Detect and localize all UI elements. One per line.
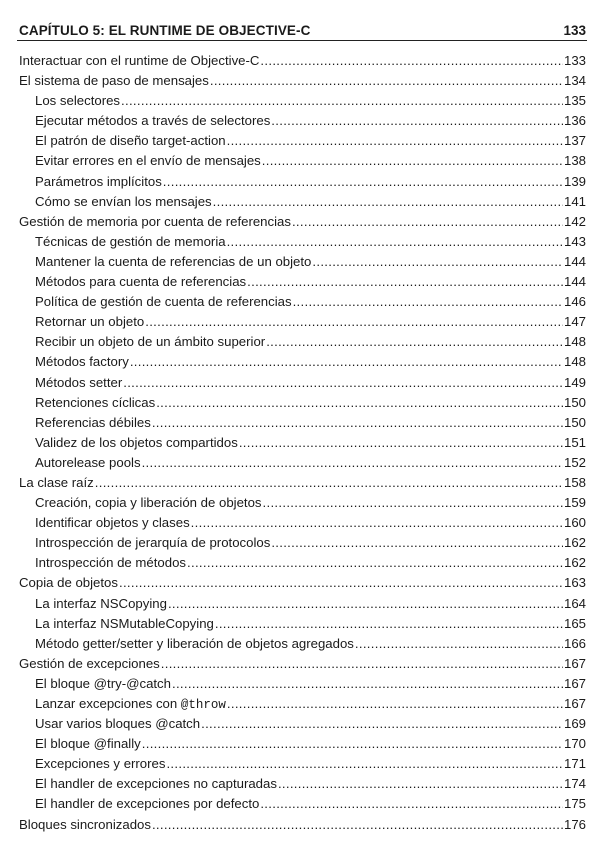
dot-leader [247,274,563,289]
toc-entry-page: 175 [563,796,586,812]
toc-entry-title-text: Bloques sincronizados [19,816,151,832]
toc-entry-title [19,73,209,88]
dot-leader [278,776,563,791]
toc-entry-page: 160 [563,515,586,531]
toc-entry-title-text: El sistema de paso de mensajes [19,73,209,89]
toc-entry-title [35,113,270,128]
dot-leader [271,535,563,550]
toc-entry-title [35,616,214,631]
toc-entry-title [35,435,238,450]
toc-entry [19,535,586,555]
toc-entry-title [19,214,291,229]
toc-entry-page: 171 [563,756,586,772]
dot-leader [266,334,563,349]
toc-entry-title [35,716,200,731]
dot-leader [152,415,563,430]
toc-entry [19,254,586,274]
toc-entry-title-text: Introspección de jerarquía de protocolos [35,535,271,551]
dot-leader [260,53,563,68]
toc-entry-title-text: Política de gestión de cuenta de referencias [35,294,292,310]
toc-entry [19,375,586,395]
toc-entry-title-text: El handler de excepciones no capturadas [35,776,277,792]
toc-entry-title-text: La interfaz NSMutableCopying [35,615,214,631]
toc-entry [19,515,586,535]
toc-entry-title [35,455,141,470]
toc-entry-title [35,776,277,791]
toc-entry-page: 162 [563,555,586,571]
toc-entry [19,133,586,153]
toc-entry [19,234,586,254]
toc-entry-title-text: Gestión de excepciones [19,655,160,671]
dot-leader [166,756,563,771]
toc-entry-title-text: Método getter/setter y liberación de objetos agregados [35,635,354,651]
toc-entry-page: 159 [563,495,586,511]
running-header [19,14,586,38]
toc-entry-title [35,254,311,269]
toc-entry-title [35,133,226,148]
toc-entry-title-text: Técnicas de gestión de memoria [35,233,226,249]
toc-entry-page: 167 [563,675,586,691]
toc-entry-title [35,395,155,410]
toc-entry-page: 148 [563,334,586,350]
toc-entry-page: 170 [563,736,586,752]
toc-entry-title [35,314,144,329]
toc-entry [19,656,586,676]
dot-leader [355,636,563,651]
toc-entry-title-text: Interactuar con el runtime de Objective-C [19,53,260,68]
toc-entry-page: 165 [563,615,586,631]
toc-entry-page: 166 [563,635,586,651]
toc-entry-title [35,194,212,209]
toc-entry-page: 169 [563,716,586,732]
toc-entry [19,334,586,354]
toc-entry-page: 137 [563,133,586,149]
toc-entry-title-text: Los selectores [35,93,121,109]
toc-entry-page: 134 [563,73,586,89]
toc-entry-title-text: Recibir un objeto de un ámbito superior [35,334,266,350]
dot-leader [260,796,563,811]
toc-entry-title [35,636,354,651]
toc-entry-title [19,475,94,490]
toc-entry [19,214,586,234]
toc-entry [19,53,586,73]
toc-entry-title [19,656,160,671]
toc-entry-title [35,736,141,751]
toc-entry-title [35,596,167,611]
toc-entry-page: 138 [563,153,586,169]
toc-entry-page: 147 [563,314,586,330]
toc-entry-title-text: Validez de los objetos compartidos [35,434,238,450]
toc-entry [19,435,586,455]
dot-leader [163,174,563,189]
toc-entry [19,274,586,294]
toc-entry-title [35,274,246,289]
toc-entry-title-text: Parámetros implícitos [35,173,162,189]
dot-leader [191,515,563,530]
toc-entry-title-text: El bloque @try-@catch [35,675,171,691]
toc-entry [19,555,586,575]
toc-entry-title [19,575,118,590]
header-page-number: 133 [563,23,586,38]
toc-entry-page: 144 [563,253,586,269]
toc-entry [19,294,586,314]
dot-leader [187,555,563,570]
toc-entry-title-text: Introspección de métodos [35,555,187,571]
toc-entry [19,817,586,837]
toc-entry-page: 162 [563,535,586,551]
toc-entry [19,415,586,435]
toc-entry-title-text: Cómo se envían los mensajes [35,193,212,209]
dot-leader [293,294,563,309]
toc-entry-title-text: Métodos setter [35,374,123,390]
dot-leader [271,113,563,128]
dot-leader [292,214,563,229]
toc-entry [19,153,586,173]
toc-entry-page: 149 [563,374,586,390]
toc-entry [19,475,586,495]
dot-leader [239,435,563,450]
toc-entry-title [35,334,265,349]
toc-entry [19,756,586,776]
toc-entry-page: 141 [563,193,586,209]
dot-leader [312,254,563,269]
toc-entry [19,194,586,214]
toc-entry-title-text: Usar varios bloques @catch [35,716,201,732]
toc-entry-title-text: Mantener la cuenta de referencias de un objeto [35,253,312,269]
toc-entry-title [35,676,171,691]
toc-entry-page: 176 [563,816,586,832]
dot-leader [227,696,563,711]
toc-entry-page: 146 [563,294,586,310]
toc-entry-title-text: Evitar errores en el envío de mensajes [35,153,261,169]
toc-entry-page: 174 [563,776,586,792]
toc-entry [19,113,586,133]
toc-entry-title [35,415,151,430]
toc-entry-page: 139 [563,173,586,189]
toc-entry-title-text: Métodos factory [35,354,129,370]
dot-leader [201,716,563,731]
toc-entry [19,354,586,374]
toc-entry [19,455,586,475]
toc-entry-title-text: Ejecutar métodos a través de selectores [35,113,271,129]
dot-leader [142,736,563,751]
toc-entry [19,395,586,415]
toc-entry-title [35,294,292,309]
dot-leader [227,234,563,249]
toc-entry [19,314,586,334]
toc-entry-page: 133 [563,53,586,68]
toc-entry-page: 148 [563,354,586,370]
toc-entry-title [35,375,122,390]
toc-entry [19,636,586,656]
dot-leader [145,314,563,329]
toc-entry-page: 152 [563,454,586,470]
toc-entry-page: 164 [563,595,586,611]
toc-entry-title [35,756,165,771]
table-of-contents [19,53,586,837]
toc-entry [19,93,586,113]
chapter-title: CAPÍTULO 5: EL RUNTIME DE OBJECTIVE-C [19,23,311,38]
toc-entry-page: 150 [563,414,586,430]
toc-entry [19,575,586,595]
dot-leader [262,153,563,168]
toc-entry-title-text: Creación, copia y liberación de objetos [35,495,262,511]
toc-entry-title-text: Métodos para cuenta de referencias [35,274,247,290]
toc-entry [19,73,586,93]
toc-entry-title-text: Autorelease pools [35,454,141,470]
toc-entry [19,676,586,696]
toc-entry-title [35,495,262,510]
header-rule [17,40,587,41]
dot-leader [95,475,563,490]
toc-entry [19,736,586,756]
toc-entry [19,596,586,616]
toc-entry-page: 144 [563,274,586,290]
toc-entry-title [35,354,129,369]
dot-leader [152,817,563,832]
toc-entry-page: 163 [563,575,586,591]
toc-entry-page: 142 [563,213,586,229]
toc-entry-page: 143 [563,233,586,249]
toc-entry-title [19,817,151,832]
dot-leader [130,354,563,369]
toc-entry-title-text: Excepciones y errores [35,756,166,772]
toc-entry-title-text: El patrón de diseño target-action [35,133,226,149]
toc-entry-title-text: Identificar objetos y clases [35,515,190,531]
toc-entry-title-text: La clase raíz [19,474,94,490]
toc-entry-page: 151 [563,434,586,450]
toc-entry-title [35,153,261,168]
toc-entry-page: 135 [563,93,586,109]
toc-entry-title [35,535,270,550]
dot-leader [168,596,563,611]
toc-entry-title-text: El bloque @finally [35,736,141,752]
toc-entry [19,796,586,816]
toc-entry [19,495,586,515]
dot-leader [263,495,563,510]
toc-entry-title-text: Retenciones cíclicas [35,394,156,410]
dot-leader [210,73,563,88]
toc-entry-title-text: Lanzar excepciones con [35,696,181,711]
toc-entry-page: 167 [563,655,586,671]
dot-leader [156,395,563,410]
dot-leader [142,455,563,470]
toc-entry-code: @throw [180,698,226,712]
dot-leader [215,616,563,631]
toc-entry-title [35,93,120,108]
toc-entry-title [35,174,162,189]
toc-entry-title-text: Retornar un objeto [35,314,145,330]
dot-leader [227,133,563,148]
toc-entry-title-text: Copia de objetos [19,575,118,591]
toc-entry-title-text: Referencias débiles [35,414,151,430]
toc-entry [19,776,586,796]
toc-entry-title-text: Gestión de memoria por cuenta de referencias [19,213,291,229]
toc-entry-page: 158 [563,474,586,490]
toc-entry [19,616,586,636]
toc-entry-page: 150 [563,394,586,410]
toc-entry [19,696,586,716]
toc-entry-title [19,53,259,68]
toc-entry-title-text: La interfaz NSCopying [35,595,167,611]
dot-leader [123,375,563,390]
toc-entry-title-text: El handler de excepciones por defecto [35,796,260,812]
toc-entry [19,174,586,194]
toc-entry-page: 136 [563,113,586,129]
toc-entry-title [35,796,259,811]
dot-leader [213,194,563,209]
toc-entry-title [35,515,190,530]
toc-entry-page: 167 [563,696,586,711]
dot-leader [121,93,563,108]
toc-entry-title [35,234,226,249]
toc-entry-title [35,555,186,570]
dot-leader [172,676,563,691]
dot-leader [161,656,563,671]
toc-entry-title [35,696,226,712]
toc-entry [19,716,586,736]
dot-leader [119,575,563,590]
